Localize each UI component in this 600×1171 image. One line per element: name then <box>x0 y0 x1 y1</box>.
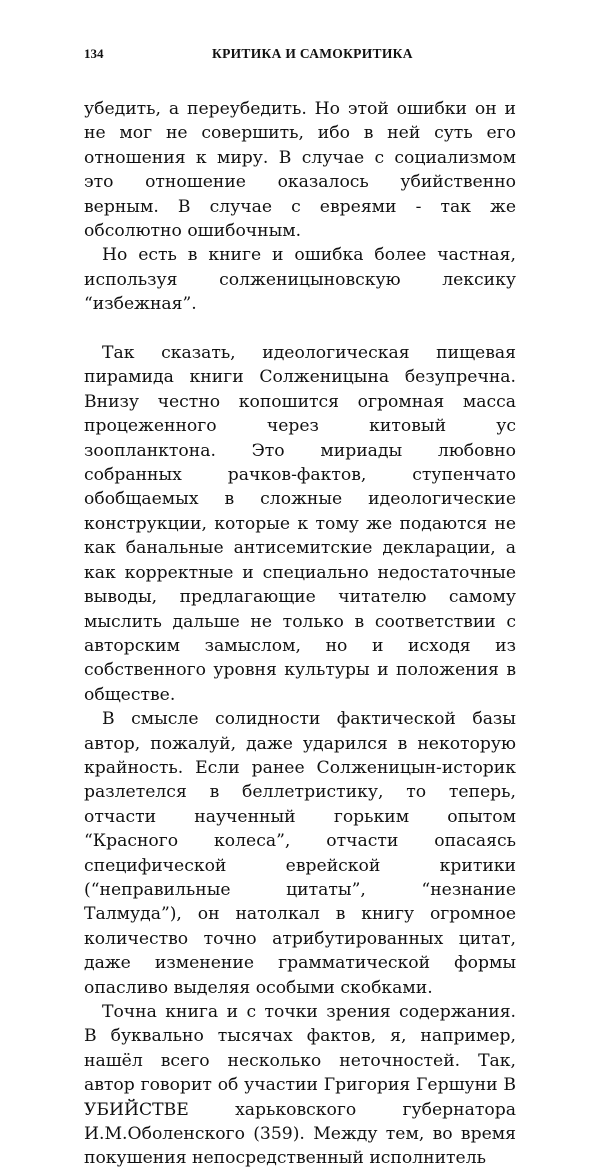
paragraph: Точна книга и с точки зрения содержания. В буквально тысячах фактов, я, например, нашёл всего несколько неточностей. Так, автор говорит об участии Григория Гершуни В УБИЙСТВЕ харьковского губернатора И.М.Оболенского (359). Между тем, во время покушения непосредственный исполнитель <box>84 1002 516 1169</box>
page-number: 134 <box>84 46 104 61</box>
paragraph: Так сказать, идеологическая пищевая пирамида книги Солженицына безупречна. Внизу честно копошится огромная масса процеженного через китовый ус зоопланктона. Это мириады любовно собранных рачков-фактов, ступенчато обобщаемых в сложные идеологические конструкции, которые к тому же подаются не как банальные антисемитские декларации, а как корректные и специально недостаточные выводы, предлагающие читателю самому мыслить дальше не только в соответствии с авторским замыслом, но и исходя из собственного уровня культуры и положения в обществе. <box>84 343 516 705</box>
running-header <box>84 46 516 66</box>
running-title: КРИТИКА И САМОКРИТИКА <box>212 46 413 61</box>
paragraph: Но есть в книге и ошибка более частная, используя солженицыновскую лексику “избежная”. <box>84 245 516 315</box>
paragraph: В смысле солидности фактической базы автор, пожалуй, даже ударился в некоторую крайность. Если ранее Солженицын-историк разлетелся в беллетристику, то теперь, отчасти наученный горьким опытом “Красного колеса”, отчасти опасаясь специфической еврейской критики (“неправильные цитаты”, “незнание Талмуда”), он натолкал в книгу огромное количество точно атрибутированных цитат, даже изменение грамматической формы опасливо выделяя особыми скобками. <box>84 709 516 998</box>
body-text <box>84 97 516 1171</box>
paragraph: убедить, а переубедить. Но этой ошибки он и не мог не совершить, ибо в ней суть его отношения к миру. В случае с социализмом это отношение оказалось убийственно верным. В случае с евреями - так же обсолютно ошибочным. <box>84 99 516 242</box>
